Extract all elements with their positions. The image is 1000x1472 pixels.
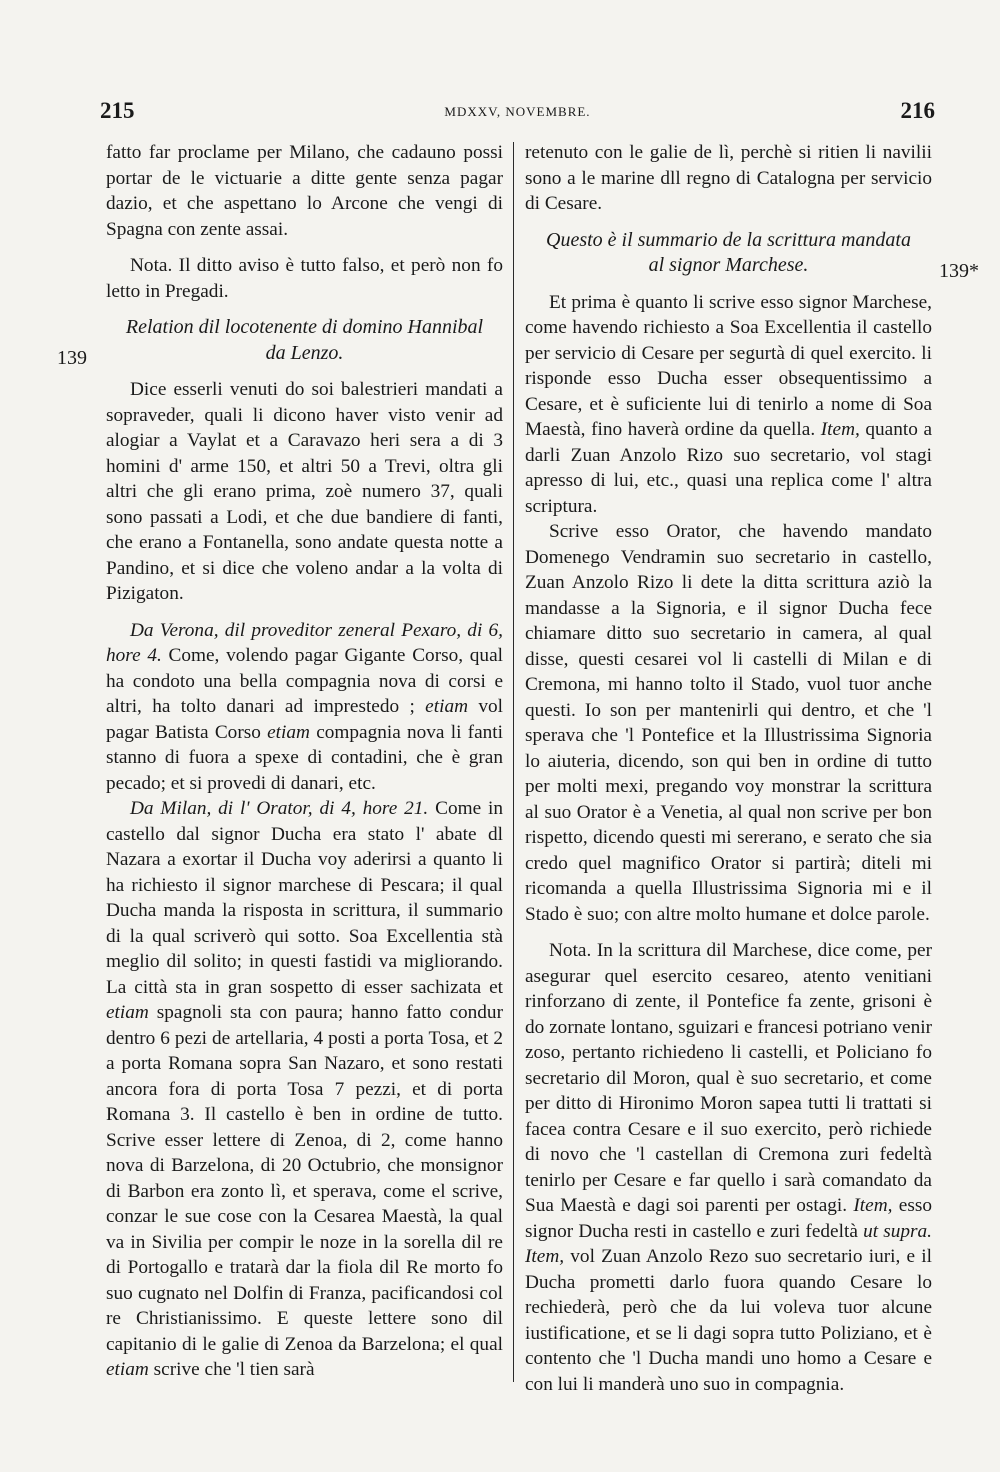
left-column xyxy=(106,140,503,1383)
text-run: quanto a darli Zuan Anzolo Rizo suo secretario, vol stagi apresso di lui, etc., quasi una replica come l' altra scriptura. xyxy=(525,419,932,517)
paragraph: Nota. Il ditto aviso è tutto falso, et però non fo letto in Pregadi. xyxy=(106,255,503,302)
paragraph: fatto far proclame per Milano, che cadauno possi portar de le victuarie a ditte gente senza pagar dazio, et che aspettano lo Arcone che vengi di Spagna con zente assai. xyxy=(106,142,503,240)
text-run: vol Zuan Anzolo Rezo suo secretario iuri, e il Ducha prometti darlo fuora quando Cesare lo rechiederà, però che da lui voleva tuor alcune iustificatione, et se li dagi sopra tutto Poliziano, et è contento che 'l Ducha mandi uno homo a Cesare e con lui li manderà uno suo in compagnia. xyxy=(525,1246,932,1395)
latin-word: etiam xyxy=(425,696,469,717)
latin-word: etiam xyxy=(106,1002,149,1023)
text-run: esso signor Ducha resti in castello e zuri fedeltà xyxy=(525,1195,933,1242)
right-page-number: 216 xyxy=(900,98,935,123)
paragraph xyxy=(525,938,932,1397)
text-run: Et prima è quanto li scrive esso signor Marchese, come havendo richiesto a Soa Excellentia il castello per servicio di Cesare per segurtà di quel exercito. li risponde esso Ducha esser obsequentissimo a Cesare, et è suficiente lui di tenirlo a nome di Soa Maestà, fino haverà ordine da quella. xyxy=(525,291,932,440)
right-margin-note: 139* xyxy=(939,260,979,282)
latin-word: Item, xyxy=(853,1195,893,1216)
paragraph: Scrive esso Orator, che havendo mandato Domenego Vendramin suo secretario in castello, Zuan Anzolo Rizo li dete la ditta scrittura aziò la mandasse a la Signoria, e il signor Ducha fece chiamare ditto suo secretario in camera, al qual disse, questi cesarei vol li castelli di Milan e di Cremona, mi hanno tolto il Stado, vuol tuor anche questi. Io son per mantenirli qui dentro, et che 'l sperava che 'l Pontefice et la Illustrissima Signoria lo aiuteria, dicendo, son qui ben in ordine di tutto per molti mexi, pregando voy monstrar la scrittura al suo Orator è a Venetia, al qual non scrive per bon rispetto, dicendo questi mi sererano, e serato che sia credo quel magnifico Orator si partirà; diteli mi ricomanda a quella Illustrissima Signoria mi e il Stado è suo; con altre molto humane et dolce parole. xyxy=(525,521,932,925)
heading-line: da Lenzo. xyxy=(265,341,344,364)
text-run: scrive che 'l tien sarà xyxy=(148,1359,315,1380)
latin-word: ut supra. xyxy=(863,1220,932,1242)
left-margin-note: 139 xyxy=(57,347,87,369)
latin-word: etiam xyxy=(267,721,310,743)
text-run: spagnoli sta con paura; hanno fatto condur dentro 6 pezi de artellaria, 4 posti a porta Tosa, et 2 a porta Romana sopra San Nazaro, et sono restati ancora fora di porta Tosa 7 pezzi, et di porta Romana 3. Il castello è ben in ordine de tutto. Scrive esser lettere di Zenoa, di 2, come hanno nova di Barzelona, di 20 Octubrio, che monsignor di Barbon era zonto lì, et sperava, come el scrive, conzar le sue cose con la Cesarea Maestà, la qual va in Sivilia per compir le noze in la sorella dil re di Portogallo e tratarà dar la fiola dil Re morto fo suo cugnato nel Dolfin di Franza, pacificandosi col re Christianissimo. E queste lettere sono dil capitanio di le galie di Zenoa da Barzelona; el qual xyxy=(106,1002,503,1355)
running-title: MDXXV, NOVEMBRE. xyxy=(444,104,591,119)
paragraph xyxy=(106,618,503,797)
latin-word: Item, xyxy=(525,1246,565,1267)
dispatch-heading: Da Verona, dil proveditor zeneral Pexaro, di 6, hore 4. xyxy=(106,619,503,666)
text-run: Come, volendo pagar Gigante Corso, qual ha condoto una bella compagnia nova di corsi e altri, ha tolto danari ad imprestedo ; xyxy=(106,645,503,717)
heading-line: Relation dil locotenente di domino Hannibal xyxy=(125,316,484,338)
paragraph: Dice esserli venuti do soi balestrieri mandati a sopraveder, quali li dicono haver visto venir ad alogiar a Vaylat et a Caravazo heri sera a di 3 homini d' arme 150, et altri 50 a Trevi, oltra gli altri che gli erano prima, zoè numero 37, quali sono passati a Lodi, et che due bandiere di fanti, che erano a Fontanella, sono andate questa notte a Pandino, et si dice che voleno andar a la volta di Pizigaton. xyxy=(106,379,503,604)
latin-word: Item, xyxy=(820,419,860,440)
left-page-number: 215 xyxy=(100,98,135,123)
paragraph xyxy=(106,796,503,1383)
column-divider xyxy=(513,142,514,1382)
text-run: Nota. In la scrittura dil Marchese, dice come, per asegurar quel esercito cesareo, atento venitiani rinforzano di zente, il Pontefice fa zente, grisoni è do zornate lontano, sguizari e francesi potriano venir zoso, pertanto richiedeno li castelli, et Policiano fo secretario dil Moron, qual è suo secretario, et come per ditto di Hironimo Moron sapea tutti li trattati si facea contra Cesare e il suo exercito, però richiede di novo che 'l castellan di Cremona zuri fedeltà tenirlo per Cesare e far quello i sarà comandato da Sua Maestà e dagi soi parenti per ostagi. xyxy=(525,940,932,1216)
heading-line: al signor Marchese. xyxy=(648,254,809,276)
page-header xyxy=(100,98,935,128)
right-column xyxy=(525,140,932,1397)
dispatch-heading: Da Milan, di l' Orator, di 4, hore 21. xyxy=(130,798,429,819)
heading-line: Questo è il summario de la scrittura mandata xyxy=(546,228,911,251)
text-run: Come in castello dal signor Ducha era stato l' abate dl Nazara a exortar il Ducha voy aderirsi a quanto li ha richiesto il signor marchese di Pescara; il qual Ducha manda la risposta in scrittura, il summario di la qual scriverò qui sotto. Soa Excellentia stà meglio dil solito; in questi fastidi va migliorando. La città sta in gran sospetto di esser sachizata et xyxy=(106,798,504,998)
section-heading xyxy=(525,228,932,279)
latin-word: etiam xyxy=(106,1359,149,1380)
section-heading xyxy=(106,315,503,366)
paragraph xyxy=(525,290,932,520)
paragraph: retenuto con le galie de lì, perchè si ritien li navilii sono a le marine dll regno di Catalogna per servicio di Cesare. xyxy=(525,142,932,214)
text-run: compagnia nova li fanti stanno di fuora a spexe di contadini, che è gran pecado; et si provedi di danari, etc. xyxy=(106,721,503,794)
text-run: vol pagar Batista Corso xyxy=(106,696,503,743)
